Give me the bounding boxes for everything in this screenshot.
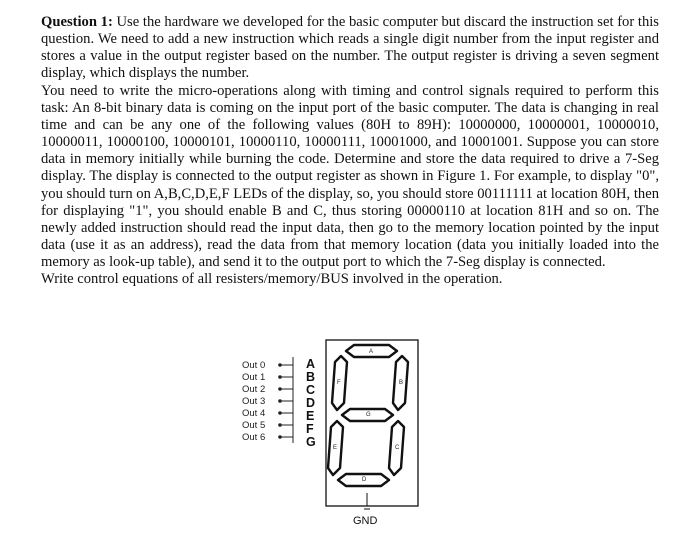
question-label: Question 1: xyxy=(41,14,113,30)
output-pin-3: Out 3 xyxy=(242,396,266,407)
segment-tag-a: A xyxy=(369,349,374,355)
figure-wiring xyxy=(236,335,436,540)
segment-letter-a: A xyxy=(306,357,316,371)
segment-tag-g: G xyxy=(366,412,371,418)
ground-label: GND xyxy=(353,515,378,527)
question-final-instruction: Write control equations of all resisters/memory/BUS involved in the operation. xyxy=(41,271,503,288)
seven-segment-figure xyxy=(236,335,436,540)
question-intro: Use the hardware we developed for the basic computer but discard the instruction set for this question. We need to add a new instruction which reads a single digit number from the input register and stores a value in the output register based on the number. The output register is driving a seven segment display, which displays the number. xyxy=(41,14,659,82)
question-intro-paragraph xyxy=(41,14,659,83)
segment-tag-c: C xyxy=(395,445,400,451)
output-pin-6: Out 6 xyxy=(242,432,266,443)
output-pin-4: Out 4 xyxy=(242,408,266,419)
segment-tag-d: D xyxy=(362,477,367,483)
question-text xyxy=(41,14,659,289)
output-pin-0: Out 0 xyxy=(242,360,266,371)
output-pin-2: Out 2 xyxy=(242,384,266,395)
segment-tag-b: B xyxy=(399,380,404,386)
segment-tag-f: F xyxy=(337,380,341,386)
segment-letter-b: B xyxy=(306,370,316,384)
segment-letter-d: D xyxy=(306,396,316,410)
segment-letter-e: E xyxy=(306,409,315,423)
segment-letter-c: C xyxy=(306,383,316,397)
segment-letter-f: F xyxy=(306,422,314,436)
question-body: You need to write the micro-operations along with timing and control signals required to perform this task: An 8-bit binary data is coming on the input port of the basic computer. The data is changing in real time and can be any one of the following values (80H to 89H): 10000000, 10000001, 10000010, 10000011, 10000100, 10000101, 10000110, 10000111, 10001000, and 10001001. Suppose you can store data in memory initially while burning the code. Determine and store the data required to drive a 7-Seg display. The display is connected to the output register as shown in Figure 1. For example, to display "0", you should turn on A,B,C,D,E,F LEDs of the display, so, you should store 00111111 at location 80H, then for displaying "1", you should enable B and C, thus storing 00000110 at location 81H and so on. The newly added instruction should read the input data, then go to the memory location pointed by the input data (use it as an address), read the data from that memory location (data you initially loaded into the memory as look-up table), and send it to the output port to which the 7-Seg display is connected. xyxy=(41,82,659,271)
segment-letter-g: G xyxy=(306,435,316,449)
segment-tag-e: E xyxy=(333,445,338,451)
output-pin-5: Out 5 xyxy=(242,420,266,431)
output-pin-1: Out 1 xyxy=(242,372,266,383)
